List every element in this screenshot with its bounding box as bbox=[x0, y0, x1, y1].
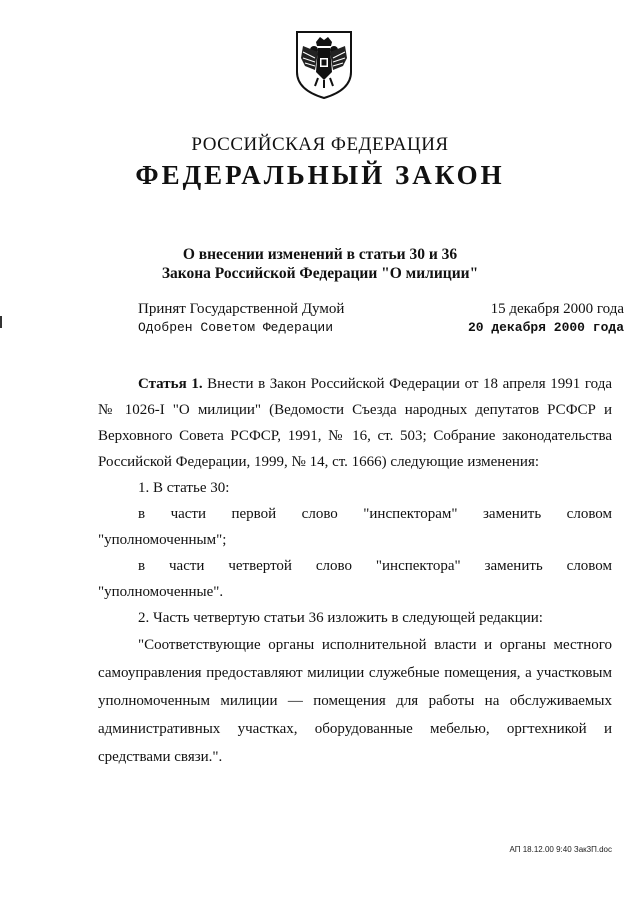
item-2-heading: 2. Часть четвертую статьи 36 изложить в следующей редакции: bbox=[138, 610, 543, 626]
council-label: Одобрен Советом Федерации bbox=[138, 320, 334, 335]
item-1-change-b: в части четвертой слово "инспектора" заменить словом "уполномоченные". bbox=[98, 558, 612, 600]
item-1-change-a: в части первой слово "инспекторам" заменить словом "уполномоченным"; bbox=[98, 506, 612, 548]
adoption-duma bbox=[138, 301, 624, 318]
margin-tick bbox=[0, 316, 2, 328]
item-2-new-text: "Соответствующие органы исполнительной власти и органы местного самоуправления предоставляют милиции служебные помещения, а участковым уполномоченным милиции — помещения для работы на обслуживаемых административных участках, оборудованные мебелью, оргтехникой и средствами связи.". bbox=[98, 637, 612, 765]
country-heading: РОССИЙСКАЯ ФЕДЕРАЦИЯ bbox=[191, 134, 449, 155]
article-1-paragraph bbox=[98, 371, 612, 475]
law-subject bbox=[0, 245, 640, 283]
article-1-text: Внести в Закон Российской Федерации от 18 апреля 1991 года № 1026-I "О милиции" (Ведомости Съезда народных депутатов РСФСР и Верховного Совета РСФСР, 1991, № 16, ст. 503; Собрание законодательства Российской Федерации, 1999, № 14, ст. 1666) следующие изменения: bbox=[98, 376, 612, 470]
duma-date: 15 декабря 2000 года bbox=[490, 301, 624, 317]
subject-line-2: Закона Российской Федерации "О милиции" bbox=[161, 265, 479, 282]
law-title: ФЕДЕРАЛЬНЫЙ ЗАКОН bbox=[135, 160, 505, 190]
council-date: 20 декабря 2000 года bbox=[467, 320, 624, 335]
file-reference: АП 18.12.00 9:40 Зак3П.doc bbox=[509, 845, 612, 854]
russian-coat-of-arms-icon bbox=[291, 28, 357, 100]
duma-label: Принят Государственной Думой bbox=[138, 301, 345, 317]
subject-line-1: О внесении изменений в статьи 30 и 36 bbox=[182, 246, 458, 263]
article-1-label: Статья 1. bbox=[138, 376, 203, 392]
item-1-heading: 1. В статье 30: bbox=[138, 480, 230, 496]
adoption-council bbox=[138, 320, 624, 335]
